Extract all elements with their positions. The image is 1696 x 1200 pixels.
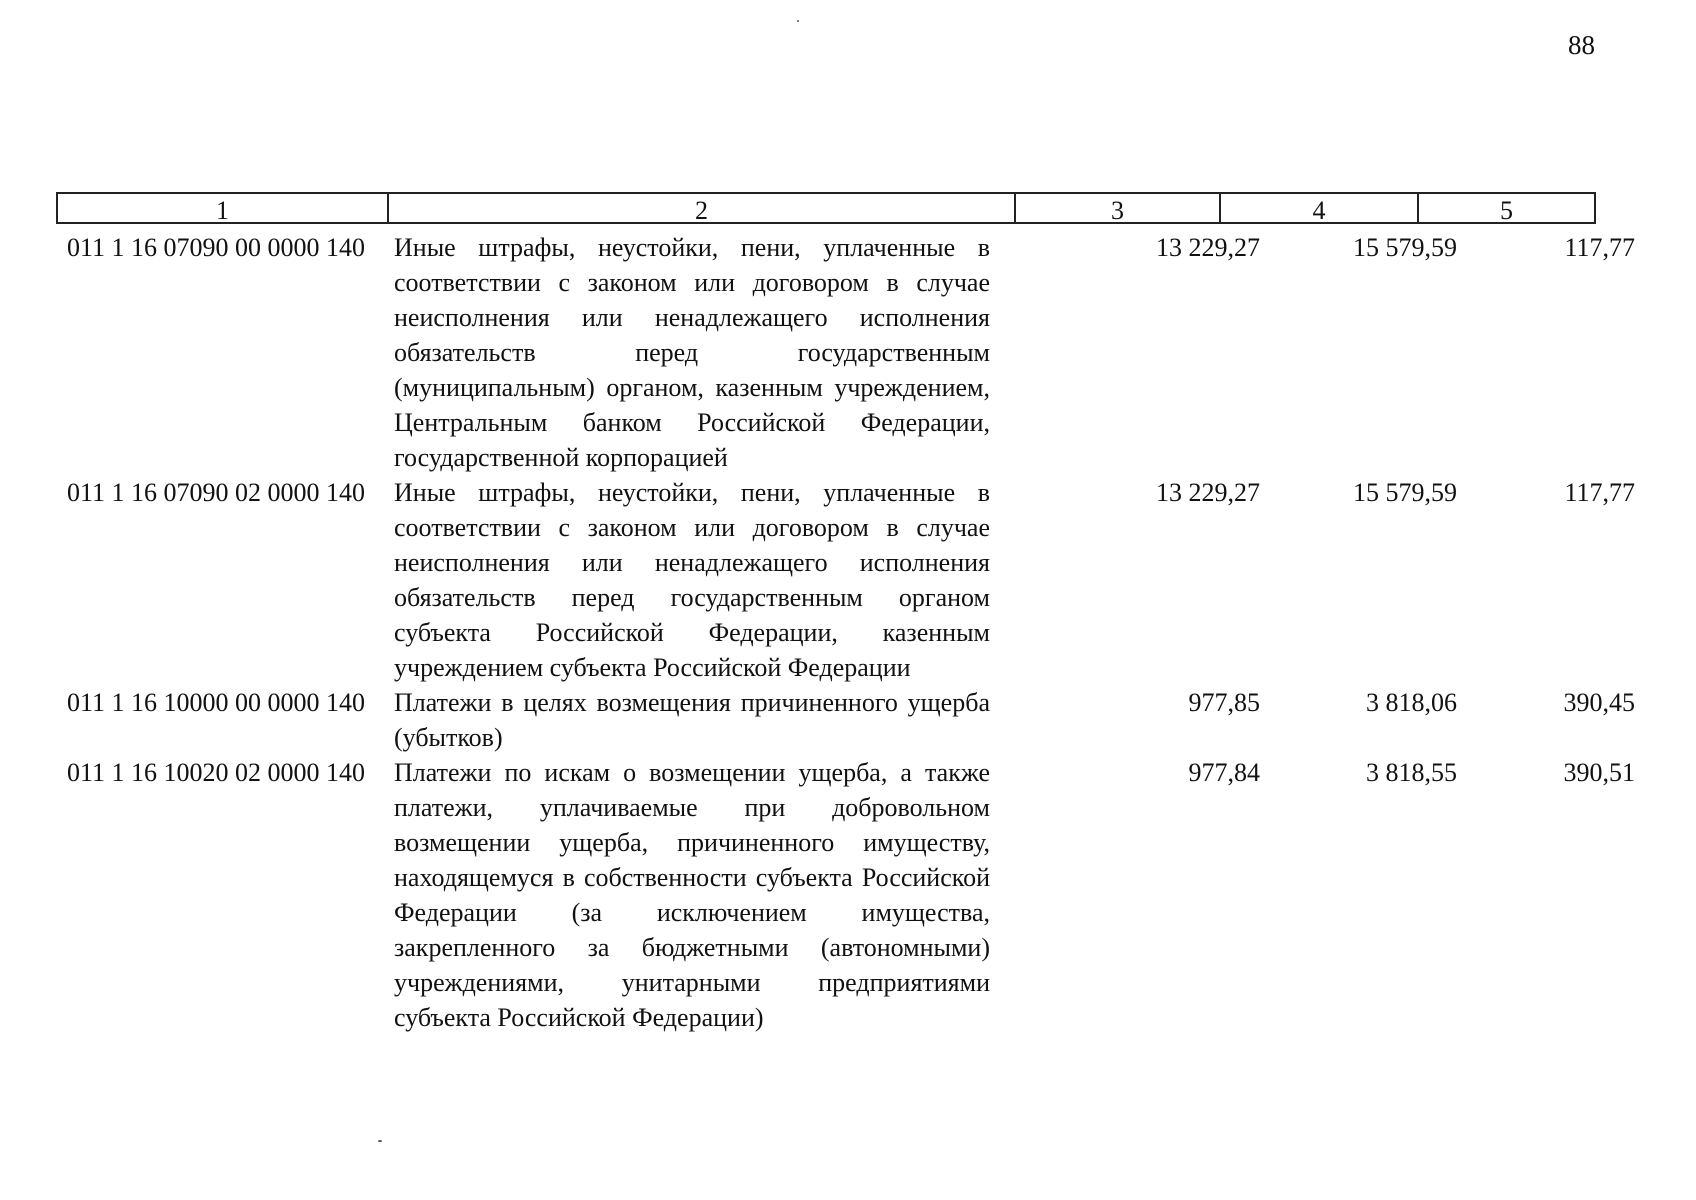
table-row xyxy=(0,475,1696,685)
row-description: Иные штрафы, неустойки, пени, уплаченные в соответствии с законом или договором в случае неисполнения или ненадлежащего исполнения обязательств перед государственным (муниципальным) органом, казенным учреждением, Центральным банком Российской Федерации, государственной корпорацией xyxy=(394,233,990,472)
header-col-1: 1 xyxy=(56,192,389,224)
table-row xyxy=(0,230,1696,475)
scan-speck xyxy=(378,1140,382,1142)
table-body xyxy=(0,230,1696,1035)
row-col3-value: 977,84 xyxy=(1188,758,1260,787)
row-col4-value: 15 579,59 xyxy=(1353,233,1457,262)
row-col4-value: 3 818,06 xyxy=(1366,688,1457,717)
row-col4-value: 3 818,55 xyxy=(1366,758,1457,787)
row-col5-value: 117,77 xyxy=(1564,233,1635,262)
row-description: Платежи по искам о возмещении ущерба, а также платежи, уплачиваемые при добровольном возмещении ущерба, причиненного имуществу, находящемуся в собственности субъекта Российской Федерации (за исключением имущества, закрепленного за бюджетными (автономными) учреждениями, унитарными предприятиями субъекта Российской Федерации) xyxy=(394,758,990,1032)
scan-speck xyxy=(797,20,799,22)
row-code: 011 1 16 10020 02 0000 140 xyxy=(67,758,366,787)
row-col5-value: 390,45 xyxy=(1563,688,1635,717)
row-col3-value: 13 229,27 xyxy=(1156,478,1260,507)
row-col5-value: 390,51 xyxy=(1563,758,1635,787)
header-col-2: 2 xyxy=(387,192,1016,224)
header-col-4: 4 xyxy=(1219,192,1419,224)
row-code: 011 1 16 07090 00 0000 140 xyxy=(67,233,366,262)
row-code: 011 1 16 07090 02 0000 140 xyxy=(67,478,366,507)
row-col4-value: 15 579,59 xyxy=(1353,478,1457,507)
row-description: Платежи в целях возмещения причиненного ущерба (убытков) xyxy=(394,688,990,752)
header-col-3: 3 xyxy=(1014,192,1221,224)
table-row xyxy=(0,755,1696,1035)
row-col5-value: 117,77 xyxy=(1564,478,1635,507)
header-col-5: 5 xyxy=(1417,192,1596,224)
row-col3-value: 977,85 xyxy=(1188,688,1260,717)
row-code: 011 1 16 10000 00 0000 140 xyxy=(67,688,366,717)
row-col3-value: 13 229,27 xyxy=(1156,233,1260,262)
page-number: 88 xyxy=(1568,30,1595,60)
row-description: Иные штрафы, неустойки, пени, уплаченные в соответствии с законом или договором в случае неисполнения или ненадлежащего исполнения обязательств перед государственным органом субъекта Российской Федерации, казенным учреждением субъекта Российской Федерации xyxy=(394,478,990,682)
table-row xyxy=(0,685,1696,755)
